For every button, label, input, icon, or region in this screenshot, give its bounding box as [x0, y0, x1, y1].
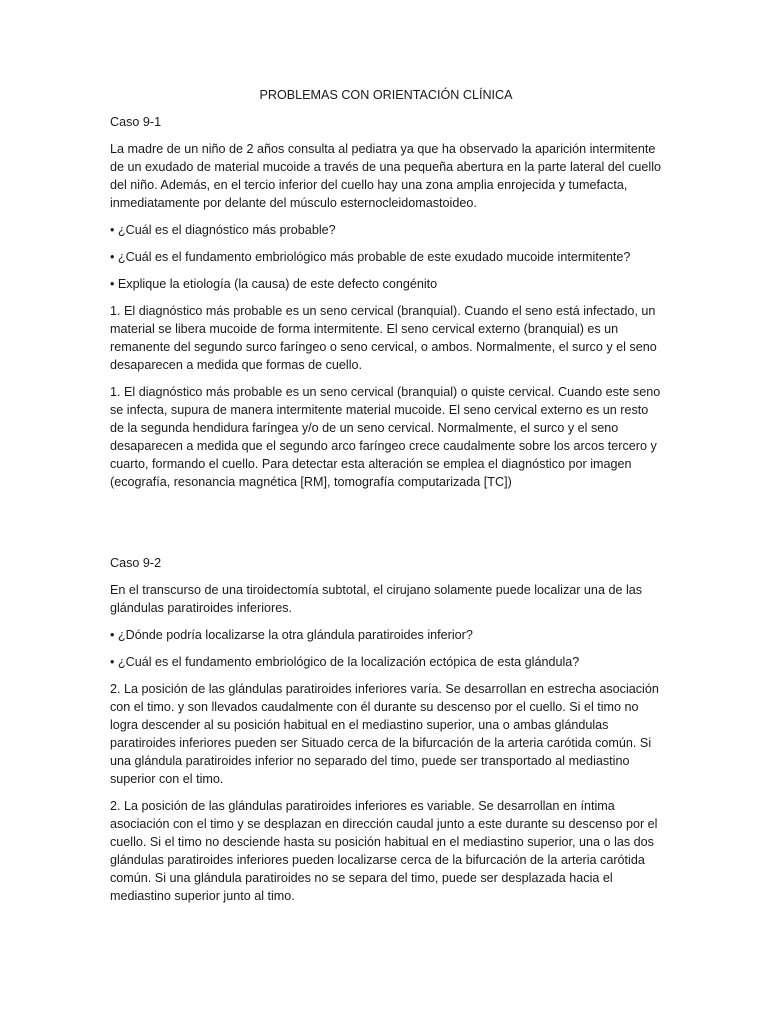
case-9-2: [110, 554, 662, 905]
case-scenario: En el transcurso de una tiroidectomía subtotal, el cirujano solamente puede localizar una de las glándulas paratiroides inferiores.: [110, 583, 643, 615]
case-question: • ¿Cuál es el fundamento embriológico más probable de este exudado mucoide intermitente?: [110, 250, 631, 264]
case-answer: 1. El diagnóstico más probable es un seno cervical (branquial). Cuando el seno está infectado, un material se libera mucoide de forma intermitente. El seno cervical externo (branquial) es un remanente del segundo surco faríngeo o seno cervical, o ambos. Normalmente, el surco y el seno desaparecen a medida que formas de cuello.: [110, 304, 657, 372]
case-answer: 2. La posición de las glándulas paratiroides inferiores es variable. Se desarrollan en íntima asociación con el timo y se desplazan en dirección caudal junto a este durante su descenso por el cuello. Si el timo no desciende hasta su posición habitual en el mediastino superior, una o las dos glándulas paratiroides inferiores pueden localizarse cerca de la bifurcación de la arteria carótida común. Si una glándula paratiroides no se separa del timo, puede ser desplazada hacia el mediastino superior junto al timo.: [110, 799, 658, 903]
case-answer: 1. El diagnóstico más probable es un seno cervical (branquial) o quiste cervical. Cuando este seno se infecta, supura de manera intermitente material mucoide. El seno cervical externo es un resto de la segunda hendidura faríngea y/o de un seno cervical. Normalmente, el surco y el seno desaparecen a medida que el segundo arco faríngeo crece caudalmente sobre los arcos tercero y cuarto, formando el cuello. Para detectar esta alteración se emplea el diagnóstico por imagen (ecografía, resonancia magnética [RM], tomografía computarizada [TC]): [110, 385, 661, 489]
case-answer: 2. La posición de las glándulas paratiroides inferiores varía. Se desarrollan en estrecha asociación con el timo. y son llevados caudalmente con él durante su descenso por el cuello. Si el timo no logra descender al su posición habitual en el mediastino superior, una o ambas glándulas paratiroides inferiores pueden ser Situado cerca de la bifurcación de la arteria carótida común. Si una glándula paratiroides inferior no separado del timo, puede ser transportado al mediastino superior con el timo.: [110, 682, 659, 786]
document-body: [110, 86, 662, 914]
document-title: PROBLEMAS CON ORIENTACIÓN CLÍNICA: [259, 88, 513, 102]
case-heading: Caso 9-2: [110, 556, 162, 570]
case-9-1: [110, 113, 662, 491]
case-heading: Caso 9-1: [110, 115, 162, 129]
case-question: • ¿Dónde podría localizarse la otra glándula paratiroides inferior?: [110, 628, 473, 642]
section-spacer: [110, 500, 662, 554]
case-question: • ¿Cuál es el diagnóstico más probable?: [110, 223, 336, 237]
case-question: • Explique la etiología (la causa) de este defecto congénito: [110, 277, 438, 291]
case-scenario: La madre de un niño de 2 años consulta al pediatra ya que ha observado la aparición intermitente de un exudado de material mucoide a través de una pequeña abertura en la parte lateral del cuello del niño. Además, en el tercio inferior del cuello hay una zona amplia enrojecida y tumefacta, inmediatamente por delante del músculo esternocleidomastoideo.: [110, 142, 662, 210]
case-question: • ¿Cuál es el fundamento embriológico de la localización ectópica de esta glándula?: [110, 655, 580, 669]
